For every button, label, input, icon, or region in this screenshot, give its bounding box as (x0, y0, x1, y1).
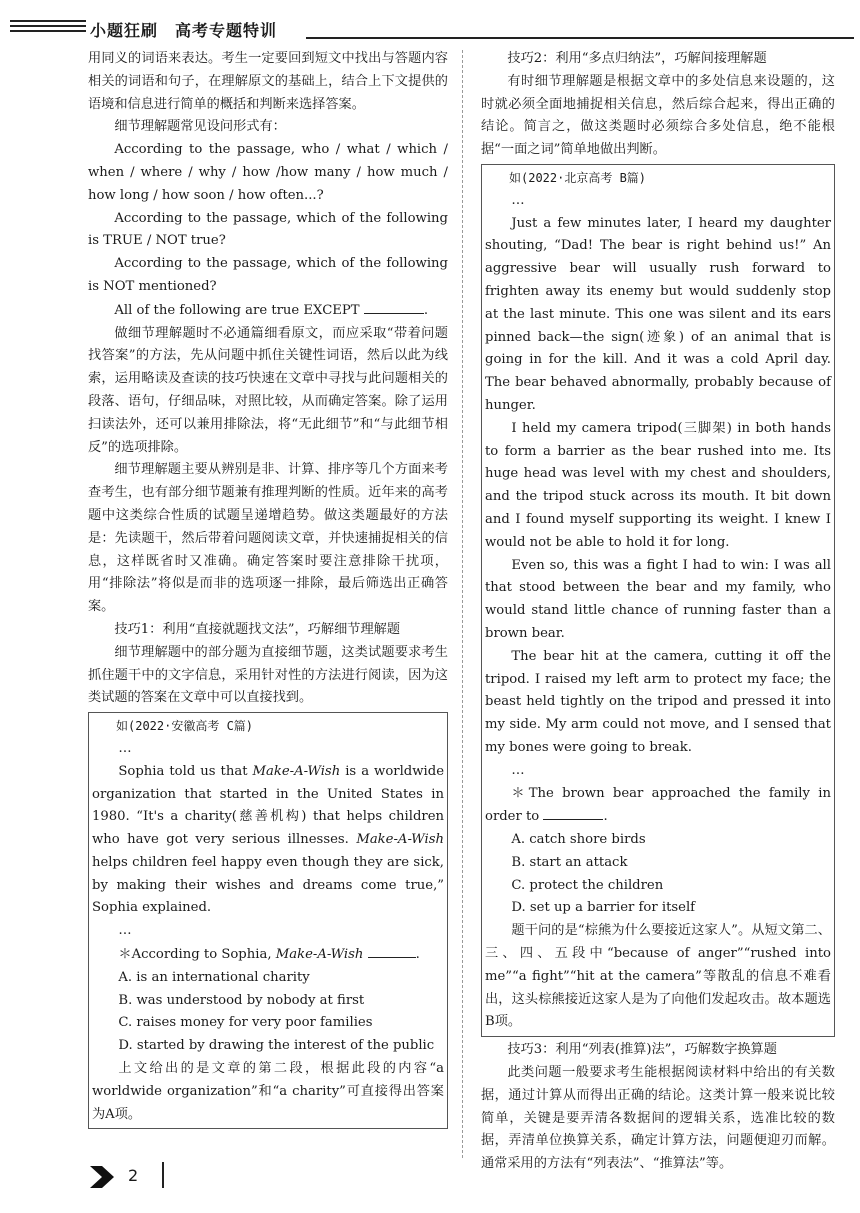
header-rule (10, 25, 86, 27)
punctuation: . (423, 302, 429, 318)
paragraph: 用同义的词语来表达。考生一定要回到短文中找出与答题内容相关的词语和句子，在理解原文的基础上，结合上下文提供的语境和信息进行简单的概括和判断来选择答案。 (88, 51, 448, 112)
passage-italic: Make-A-Wish (275, 947, 364, 963)
right-column (481, 48, 835, 1176)
question-form: According to the passage, which of the following is TRUE / NOT true? (88, 210, 448, 249)
passage-paragraph: I held my camera tripod(三脚架) in both hands to form a barrier as the bear rushed into me. Its huge head was level with my chest and shoulders, and the tripod stuck across its mouth. It bit down and I found myself supporting its weight. I knew I would not be able to hold it for long. (485, 420, 831, 550)
question-form: According to the passage, which of the following is NOT mentioned? (88, 256, 448, 294)
question-form (88, 299, 448, 323)
ellipsis: … (118, 923, 132, 939)
paragraph: 细节理解题主要从辨别是非、计算、排序等几个方面来考查考生，也有部分细节题兼有推理判断的性质。近年来的高考题中这类综合性质的试题呈递增趋势。做这类题最好的方法是：先读题干，然后带着问题阅读文章，并快速捕捉相关的信息，这样既省时又准确。确定答案时要注意排除干扰项，用“排除法”将似是而非的选项逐一排除，最后筛选出正确答案。 (88, 462, 448, 615)
header-rule (10, 20, 86, 22)
footer-divider (162, 1162, 164, 1188)
question-text: All of the following are true EXCEPT (114, 302, 360, 318)
example-source: 如(2022·北京高考 B篇) (509, 170, 647, 185)
option-d: D. started by drawing the interest of the public (118, 1038, 435, 1054)
paragraph: 此类问题一般要求考生能根据阅读材料中给出的有关数据，通过计算从而得出正确的结论。这类计算一般来说比较简单，关键是要弄清各数据间的逻辑关系，选准比较的数据，弄清单位换算关系，确定计算方法，问题便迎刃而解。通常采用的方法有“列表法”、“推算法”等。 (481, 1065, 835, 1172)
question (92, 943, 444, 967)
option-b: B. start an attack (511, 854, 628, 870)
example-box (481, 164, 835, 1037)
page-number: 2 (128, 1166, 139, 1185)
option-c: C. raises money for very poor families (118, 1015, 373, 1031)
passage-paragraph: The bear hit at the camera, cutting it off the tripod. I raised my left arm to protect my face; the beast held tightly on the tripod and pressed it into my side. My arm could not move, and I sensed that my bones were going to break. (485, 648, 831, 755)
passage-paragraph: Even so, this was a fight I had to win: I was all that stood between the bear and my family, who would stand little chance of running faster than a brown bear. (485, 557, 831, 641)
paragraph: 细节理解题常见设问形式有： (114, 119, 286, 135)
page-header (0, 16, 860, 46)
analysis: 题干问的是“棕熊为什么要接近这家人”。从短文第二、三、四、五段中“because of anger”“rushed into me”“a fight”“hit at the camera”等散乱的信息不难看出，这头棕熊接近这家人是为了向他们发起攻击。故本题选B项。 (485, 923, 831, 1030)
option-b: B. was understood by nobody at first (118, 992, 365, 1008)
question (485, 783, 831, 830)
option-c: C. protect the children (511, 877, 664, 893)
answer-blank (364, 299, 424, 314)
ellipsis: … (118, 740, 132, 756)
left-column (88, 48, 448, 1131)
header-rule (306, 37, 854, 39)
tip-heading: 技巧2：利用“多点归纳法”，巧解间接理解题 (507, 51, 767, 66)
tip-heading: 技巧1：利用“直接就题找文法”，巧解细节理解题 (114, 621, 401, 637)
chevron-right-icon (88, 1166, 114, 1192)
answer-blank (543, 805, 603, 820)
punctuation: . (415, 947, 420, 963)
ellipsis: … (511, 192, 525, 208)
example-source: 如(2022·安徽高考 C篇) (116, 719, 254, 734)
option-a: A. catch shore birds (511, 832, 646, 848)
question-text: ＊According to Sophia, (118, 947, 276, 963)
punctuation: . (603, 809, 608, 825)
passage-paragraph: Just a few minutes later, I heard my daughter shouting, “Dad! The bear is right behind us!” An aggressive bear will usually rush forward to frighten away its enemy but would suddenly stop at the last minute. This one was silent and its ears pinned back—the sign(迹象) of an animal that is going in for the kill. And it was a cold April day. The bear behaved abnormally, probably because of hunger. (485, 215, 831, 413)
question-form: According to the passage, who / what / which / when / where / why / how /how many / how much / how long / how soon / how often...? (88, 142, 448, 203)
passage-text: Sophia told us that (118, 763, 253, 779)
tip-heading: 技巧3：利用“列表(推算)法”，巧解数字换算题 (507, 1042, 777, 1058)
passage-paragraph (92, 761, 444, 921)
example-box (88, 712, 448, 1129)
page-footer (84, 1160, 284, 1194)
paragraph: 做细节理解题时不必通篇细看原文，而应采取“带着问题找答案”的方法，先从问题中抓住关键性词语，然后以此为线索，运用略读及查读的技巧快速在文章中寻找与此问题相关的段落、语句，仔细品味，对照比较，从而确定答案。除了运用扫读法外，还可以兼用排除法，将“无此细节”和“与此细节相反”的选项排除。 (88, 325, 448, 455)
column-divider (462, 50, 463, 1158)
paragraph: 有时细节理解题是根据文章中的多处信息来设题的，这时就必须全面地捕捉相关信息，然后综合起来，得出正确的结论。简言之，做这类题时必须综合多处信息，绝不能根据“一面之词”简单地做出判断。 (481, 73, 835, 158)
passage-text: helps children feel happy even though they are sick, by making their wishes and dreams come true,” Sophia explained. (92, 854, 444, 916)
passage-italic: Make-A-Wish (356, 832, 444, 848)
paragraph: 细节理解题中的部分题为直接细节题，这类试题要求考生抓住题干中的文字信息，采用针对性的方法进行阅读，因为这类试题的答案在文章中可以直接找到。 (88, 644, 448, 706)
analysis: 上文给出的是文章的第二段，根据此段的内容“a worldwide organization”和“a charity”可直接得出答案为A项。 (92, 1061, 444, 1122)
ellipsis: … (511, 762, 525, 778)
header-rule (10, 30, 86, 32)
passage-text: is a worldwide organization that started in the United States in 1980. “It's a charity(慈善机构) that helps children who have got very serious illnesses. (92, 763, 444, 848)
option-d: D. set up a barrier for itself (511, 900, 696, 916)
option-a: A. is an international charity (118, 969, 310, 985)
passage-italic: Make-A-Wish (252, 763, 341, 779)
answer-blank (368, 943, 416, 958)
header-title: 小题狂刷 高考专题特训 (90, 21, 278, 40)
question-text: ＊The brown bear approached the family in order to (485, 785, 831, 825)
